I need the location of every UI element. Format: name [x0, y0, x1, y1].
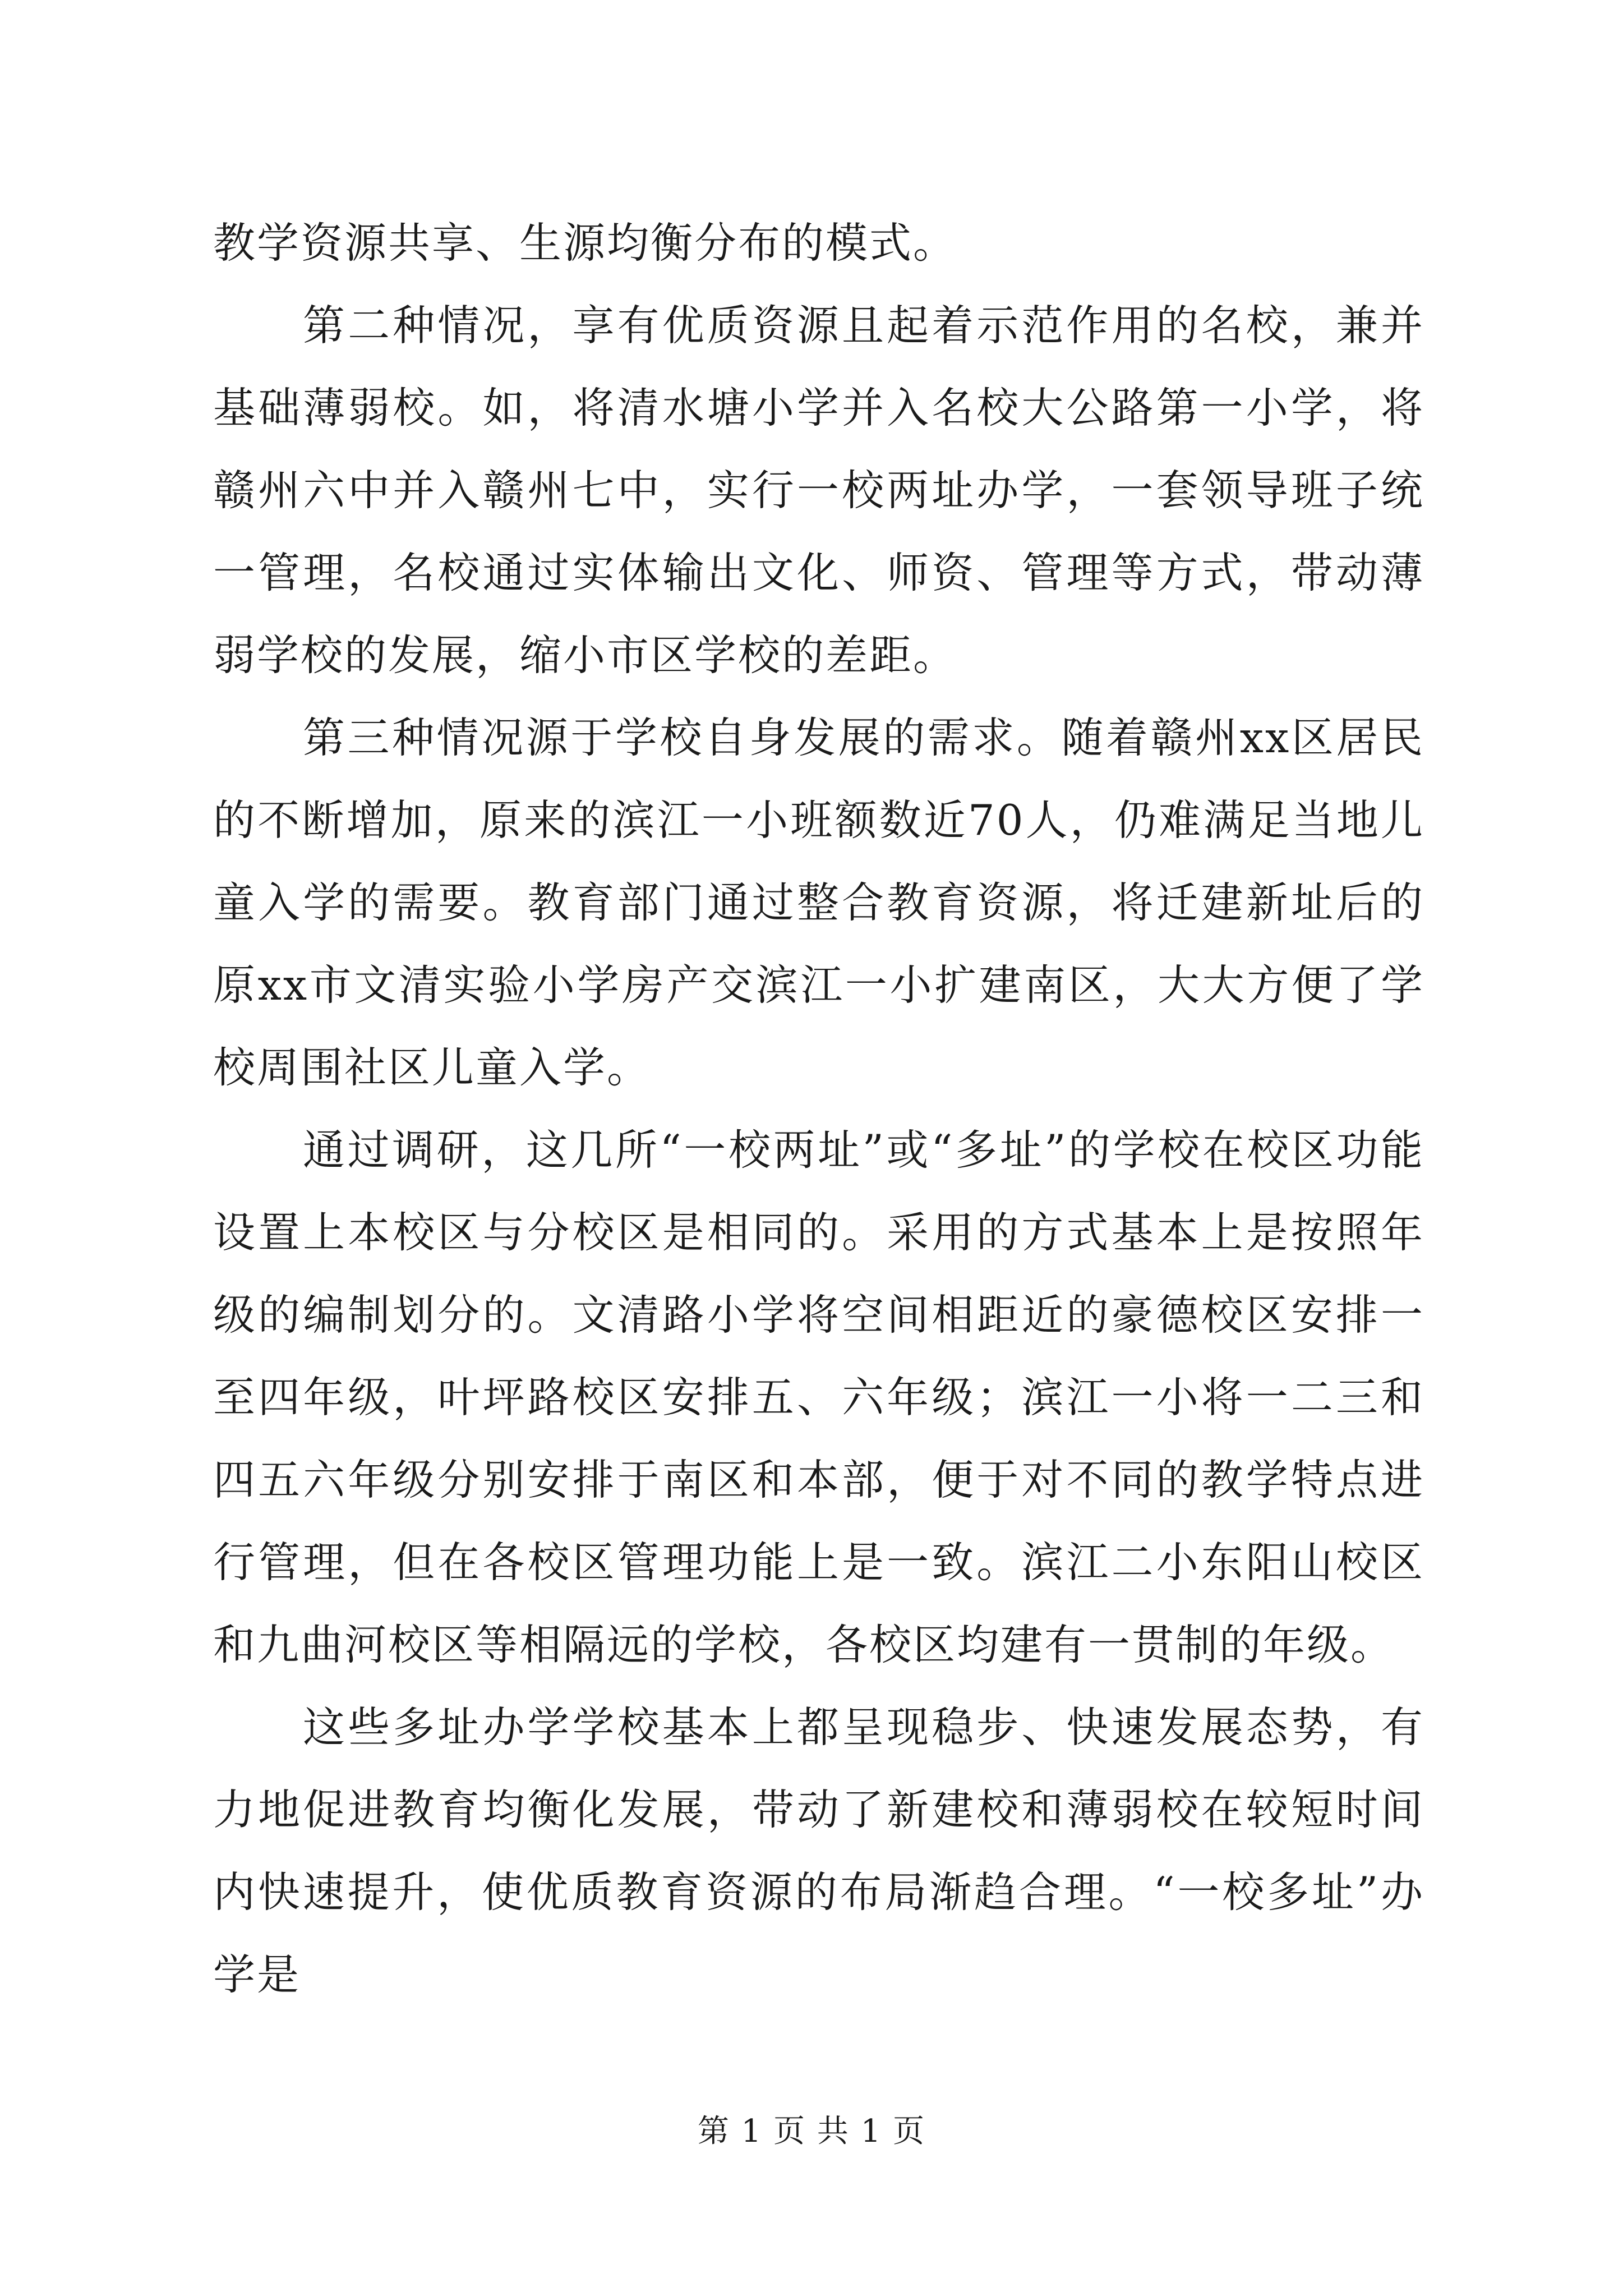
page-footer: 第 1 页 共 1 页: [697, 2113, 926, 2150]
paragraph-3: 第三种情况源于学校自身发展的需求。随着赣州xx区居民的不断增加，原来的滨江一小班额数近70人，仍难满足当地儿童入学的需要。教育部门通过整合教育资源，将迁建新址后的原xx市文清实验小学房产交滨江一小扩建南区，大大方便了学校周围社区儿童入学。: [213, 713, 1424, 1092]
paragraph-1: 教学资源共享、生源均衡分布的模式。: [213, 218, 957, 268]
paragraph-2: 第二种情况，享有优质资源且起着示范作用的名校，兼并基础薄弱校。如，将清水塘小学并入名校大公路第一小学，将赣州六中并入赣州七中，实行一校两址办学，一套领导班子统一管理，名校通过实体输出文化、师资、管理等方式，带动薄弱学校的发展，缩小市区学校的差距。: [213, 301, 1424, 680]
document-body: [213, 202, 1424, 2016]
paragraph-4: 通过调研，这几所“一校两址”或“多址”的学校在校区功能设置上本校区与分校区是相同的。采用的方式基本上是按照年级的编制划分的。文清路小学将空间相距近的豪德校区安排一至四年级，叶坪路校区安排五、六年级；滨江一小将一二三和四五六年级分别安排于南区和本部，便于对不同的教学特点进行管理，但在各校区管理功能上是一致。滨江二小东阳山校区和九曲河校区等相隔远的学校，各校区均建有一贯制的年级。: [213, 1125, 1424, 1669]
paragraph-5: 这些多址办学学校基本上都呈现稳步、快速发展态势，有力地促进教育均衡化发展，带动了新建校和薄弱校在较短时间内快速提升，使优质教育资源的布局渐趋合理。“一校多址”办学是: [213, 1703, 1424, 1999]
